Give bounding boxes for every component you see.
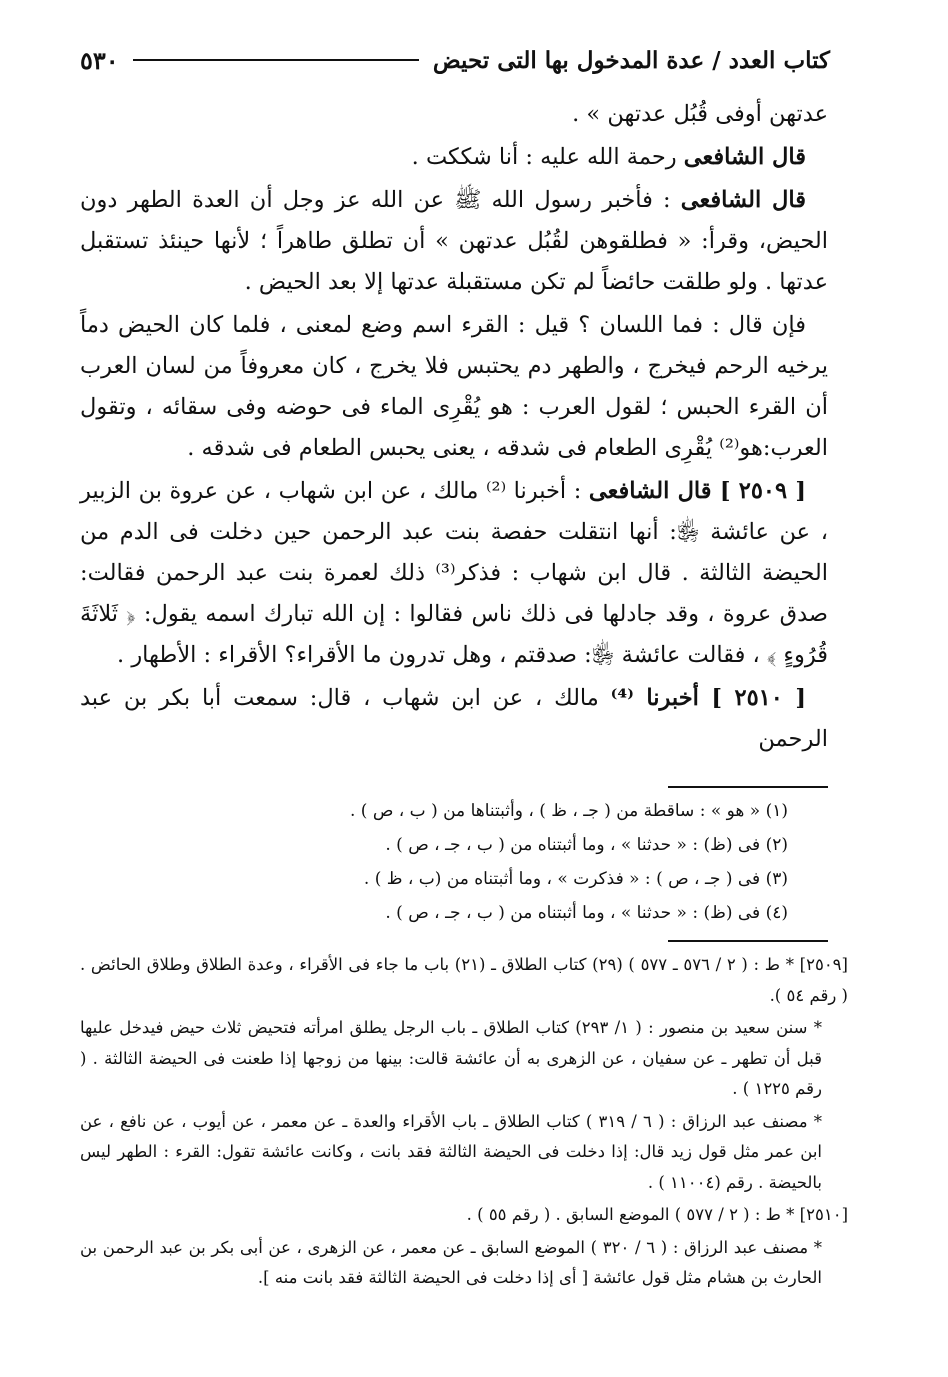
reference: * سنن سعيد بن منصور : ( ١/ ٢٩٣) كتاب الطلاق ـ باب الرجل يطلق امرأته فتحيض ثلاث حيض فيدخل عليها قبل أن تطهر ـ عن سفيان ، عن الزهرى به أن عائشة قالت: بينها من زوجها إذا طعنت فى الحيضة الثالثة . ( رقم ١٢٢٥ ) . xyxy=(80,1018,822,1098)
paragraph-text: : أخبرنا ⁽²⁾ مالك ، عن ابن شهاب ، عن عروة بن الزبير ، عن عائشة ﵂: أنها انتقلت حفصة بنت عبد الرحمن حين دخلت فى الدم من الحيضة الثالثة . قال ابن شهاب : فذكر⁽³⁾ ذلك لعمرة بنت عبد الرحمن فقالت: صدق عروة ، وقد جادلها فى ذلك ناس فقالوا : إن الله تبارك اسمه يقول: ﴿ ثَلاثَةَ قُرُوءٍ ﴾ ، فقالت عائشة ﵂: صدقتم ، وهل تدرون ما الأقراء؟ الأقراء : الأطهار . xyxy=(80,478,828,668)
header-rule xyxy=(133,59,419,61)
reference: [٢٥١٠] * ط : ( ٢ / ٥٧٧ ) الموضع السابق . ( رقم ٥٥ ) . xyxy=(466,1205,848,1224)
reference: * مصنف عبد الرزاق : ( ٦ / ٣٢٠ ) الموضع السابق ـ عن معمر ، عن الزهرى ، عن أبى بكر بن عبد الرحمن بن الحارث بن هشام مثل قول عائشة [ أى إذا دخلت فى الحيضة الثالثة فقد بانت منه ]. xyxy=(80,1237,822,1287)
paragraph: فإن قال : فما اللسان ؟ قيل : القرء اسم وضع لمعنى ، فلما كان الحيض دماً يرخيه الرحم فيخرج ، والطهر دم يحتبس فلا يخرج ، كان معروفاً من لسان العرب أن القرء الحبس ؛ لقول العرب : هو يُقْرِى الماء فى حوضه وفى سقائه ، وتقول العرب:هو⁽²⁾ يُقْرِى الطعام فى شدقه ، يعنى يحبس الطعام فى شدقه . xyxy=(80,312,828,461)
paragraph-text: رحمة الله عليه : أنا شككت . xyxy=(411,144,684,170)
page-header xyxy=(80,40,830,80)
footnote-separator xyxy=(668,786,828,788)
reference: * مصنف عبد الرزاق : ( ٦ / ٣١٩ ) كتاب الطلاق ـ باب الأقراء والعدة ـ عن معمر ، عن أيوب ، عن نافع ، عن ابن عمر مثل قول زيد قال: إذا دخلت فى الحيضة الثالثة فقد بانت ، وكانت عائشة تقول: القرء : الطهر ليس بالحيضة . رقم (١١٠٠٤ ) . xyxy=(80,1111,822,1192)
running-title: كتاب العدد / عدة المدخول بها التى تحيض xyxy=(432,46,830,74)
references-separator xyxy=(668,940,828,942)
main-text xyxy=(80,94,828,760)
footnote: (٣) فى ( جـ ، ص ) : « فذكرت » ، وما أثبتناه من (ب ، ظ ) . xyxy=(363,869,788,889)
paragraph xyxy=(80,180,828,303)
reference: [٢٥٠٩] * ط : ( ٢ / ٥٧٦ ـ ٥٧٧ ) (٢٩) كتاب الطلاق ـ (٢١) باب ما جاء فى الأقراء ، وعدة الطلاق وطلاق الحائض . ( رقم ٥٤ ). xyxy=(80,955,848,1005)
footnote: (١) « هو » : ساقطة من ( جـ ، ظ ) ، وأثبتناها من ( ب ، ص ) . xyxy=(349,801,788,821)
page-number: ٥٣٠ xyxy=(80,45,119,75)
paragraph xyxy=(80,137,828,178)
references xyxy=(80,950,848,1294)
hadith-number: [ ٢٥١٠ ] أخبرنا ⁽⁴⁾ xyxy=(610,685,806,711)
paragraph: عدتهن أوفى قُبُل عدتهن » . xyxy=(572,101,828,127)
speaker: قال الشافعى xyxy=(683,144,806,170)
footnote: (٢) فى (ظ) : « حدثنا » ، وما أثبتناه من ( ب ، جـ ، ص ) . xyxy=(385,835,788,855)
hadith-2510 xyxy=(80,678,828,760)
footnotes xyxy=(80,794,828,930)
hadith-2509 xyxy=(80,471,828,676)
speaker: قال الشافعى xyxy=(680,187,806,213)
paragraph-text: : فأخبر رسول الله ﷺ عن الله عز وجل أن العدة الطهر دون الحيض، وقرأ: « فطلقوهن لقُبُل عدتهن » أن تطلق طاهراً ؛ لأنها حينئذ تستقبل عدتها . ولو طلقت حائضاً لم تكن مستقبلة عدتها إلا بعد الحيض . xyxy=(80,187,828,295)
footnote: (٤) فى (ظ) : « حدثنا » ، وما أثبتناه من ( ب ، جـ ، ص ) . xyxy=(385,903,788,923)
hadith-number: [ ٢٥٠٩ ] قال الشافعى xyxy=(588,478,806,504)
paragraph-text: مالك ، عن ابن شهاب ، قال: سمعت أبا بكر بن عبد الرحمن xyxy=(80,685,828,752)
